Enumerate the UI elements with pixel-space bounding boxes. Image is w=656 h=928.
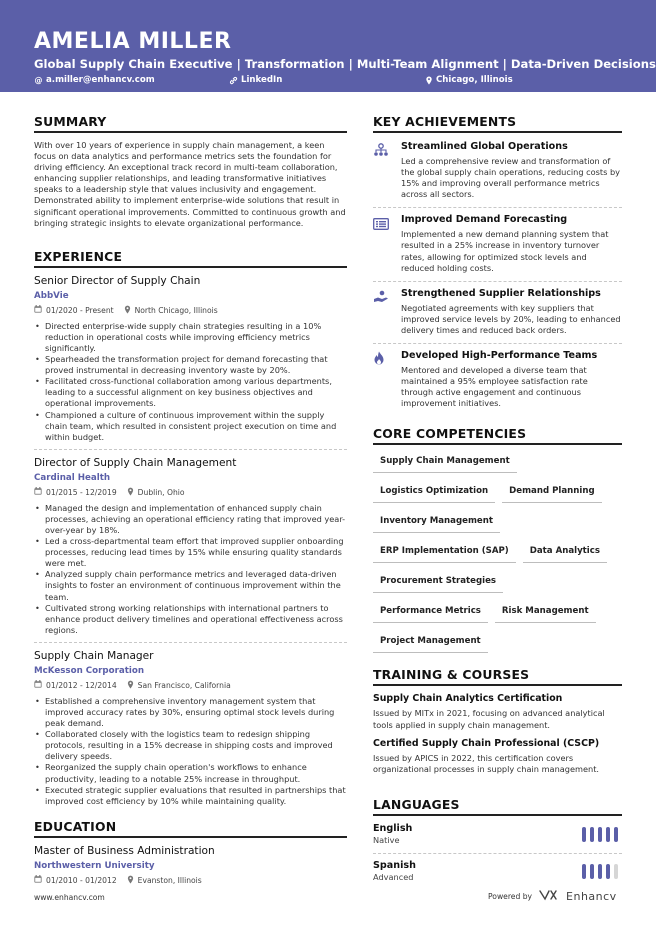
left-column: [34, 114, 347, 887]
competencies-heading: CORE COMPETENCIES: [373, 426, 622, 445]
bullet-item: • Reorganized the supply chain operation's workflows to enhance productivity, leading to a notable 25% increase in throughput.: [34, 762, 347, 784]
achievement-item: [373, 207, 622, 280]
company-name: McKesson Corporation: [34, 665, 145, 676]
location-text: Chicago, Illinois: [436, 75, 513, 85]
skill-tag: Inventory Management: [373, 509, 500, 533]
powered-by-text: Powered by: [488, 891, 533, 901]
flame-icon: [373, 350, 391, 409]
bullet-item: • Facilitated cross-functional collaboration among various departments, leading to a successful alignment on key business objectives and operational improvements.: [34, 376, 347, 409]
network-icon: [373, 141, 391, 200]
language-item: [373, 823, 622, 846]
achievement-text: Negotiated agreements with key suppliers that improved service levels by 20%, leading to enhanced delivery times and reduced back orders.: [401, 302, 621, 335]
location-pin-icon: [127, 875, 134, 887]
calendar-icon: [34, 487, 42, 498]
job-bullets: [34, 696, 347, 807]
education-heading: EDUCATION: [34, 819, 347, 838]
job-bullets: [34, 321, 347, 443]
competencies-section: [373, 426, 622, 659]
skill-list: [373, 449, 622, 659]
linkedin-text: LinkedIn: [241, 75, 283, 85]
languages-heading: LANGUAGES: [373, 797, 622, 816]
education-meta: [34, 875, 347, 887]
bullet-item: • Cultivated strong working relationships with international partners to enhance product delivery timelines and operational effectiveness across regions.: [34, 603, 347, 636]
rating-dot: [606, 864, 610, 879]
skill-tag: Logistics Optimization: [373, 479, 495, 503]
rating-dot: [582, 864, 586, 879]
course-text: Issued by APICS in 2022, this certification covers organizational processes in supply chain management.: [373, 752, 600, 774]
education-dates: 01/2010 - 01/2012: [46, 875, 117, 885]
achievement-title: Improved Demand Forecasting: [401, 214, 568, 226]
rating-dot: [590, 864, 594, 879]
course-title: Certified Supply Chain Professional (CSCP): [373, 737, 600, 749]
email-text: a.miller@enhancv.com: [46, 75, 155, 85]
job-dates: 01/2015 - 12/2019: [46, 487, 117, 497]
rating-dot: [598, 864, 602, 879]
language-item: [373, 853, 622, 883]
contact-location: [424, 75, 513, 86]
achievement-title: Developed High-Performance Teams: [401, 350, 598, 362]
training-section: [373, 667, 622, 774]
contact-linkedin[interactable]: [229, 75, 424, 86]
location-pin-icon: [127, 487, 134, 499]
job-title: Supply Chain Manager: [34, 649, 154, 662]
job-bullets: [34, 503, 347, 636]
job-dates: 01/2020 - Present: [46, 305, 114, 315]
education-section: [34, 819, 347, 887]
language-level: Native: [373, 834, 400, 845]
job-title: Director of Supply Chain Management: [34, 456, 237, 469]
course-list: [373, 693, 622, 774]
achievement-title: Streamlined Global Operations: [401, 141, 568, 152]
summary-text: With over 10 years of experience in supply chain management, a keen focus on data analytics and performance metrics sets the foundation for driving efficiency. An exceptional track record in multi-team collaboration, enhancing supplier relationships, and leading transformative initiatives speaks to a leadership style that values inclusivity and engagement. Demonstrated ability to implement enterprise-wide solutions that result in significant operational improvements. Committed to continuous growth and bringing strategic insights to elevate organizational performance.: [34, 140, 346, 228]
bullet-item: • Championed a culture of continuous improvement within the supply chain team, which resulted in consistent project execution on time and within budget.: [34, 410, 347, 443]
rating-dot: [582, 827, 586, 842]
handshake-icon: [373, 288, 391, 336]
achievement-item: [373, 343, 622, 416]
course-item: [373, 693, 622, 730]
candidate-headline: Global Supply Chain Executive | Transformation | Multi-Team Alignment | Data-Driven Decisions: [34, 57, 656, 71]
calendar-icon: [34, 680, 42, 691]
bullet-item: • Managed the design and implementation of enhanced supply chain processes, achieving an operational efficiency rating that improved year-over-year by 18%.: [34, 503, 347, 536]
calendar-icon: [34, 305, 42, 316]
job-entry: [34, 274, 347, 449]
training-heading: TRAINING & COURSES: [373, 667, 622, 686]
contact-email[interactable]: [34, 75, 229, 86]
job-entry: [34, 449, 347, 642]
rating-dot: [614, 827, 618, 842]
job-title: Senior Director of Supply Chain: [34, 274, 201, 287]
skill-tag: Supply Chain Management: [373, 449, 517, 473]
right-column: [373, 114, 622, 883]
footer-website[interactable]: www.enhancv.com: [34, 893, 105, 902]
achievement-list: [373, 135, 622, 416]
rating-dot: [598, 827, 602, 842]
company-name: AbbVie: [34, 290, 69, 301]
course-title: Supply Chain Analytics Certification: [373, 693, 563, 705]
achievements-section: [373, 114, 622, 416]
bullet-item: • Executed strategic supplier evaluations that resulted in partnerships that improved cost efficiency by 10% while maintaining quality.: [34, 785, 347, 807]
bullet-item: • Directed enterprise-wide supply chain strategies resulting in a 10% reduction in operational costs while improving efficiency metrics significantly.: [34, 321, 347, 354]
job-list: [34, 274, 347, 813]
company-name: Cardinal Health: [34, 472, 111, 483]
language-rating: [582, 864, 622, 879]
rating-dot: [606, 827, 610, 842]
school-name: Northwestern University: [34, 860, 155, 871]
location-pin-icon: [424, 76, 433, 85]
language-level: Advanced: [373, 871, 414, 882]
bullet-item: • Analyzed supply chain performance metrics and leveraged data-driven insights to foster an environment of continuous improvement within the team.: [34, 569, 347, 602]
job-meta: [34, 487, 347, 499]
calendar-icon: [34, 875, 42, 886]
achievement-item: [373, 281, 622, 343]
skill-tag: Data Analytics: [523, 539, 607, 563]
brand-name: Enhancv: [566, 889, 617, 903]
experience-section: [34, 249, 347, 813]
language-name: Spanish: [373, 859, 416, 871]
at-icon: @: [34, 76, 43, 85]
rating-dot: [590, 827, 594, 842]
contact-bar: [34, 75, 622, 86]
bullet-item: • Collaborated closely with the logistics team to redesign shipping protocols, resulting in a 15% decrease in shipping costs and improved delivery speeds.: [34, 729, 347, 762]
job-location: Dublin, Ohio: [137, 487, 185, 497]
job-dates: 01/2012 - 12/2014: [46, 680, 117, 690]
enhancv-logo-icon: [538, 889, 560, 903]
skill-tag: Risk Management: [495, 599, 596, 623]
candidate-name: AMELIA MILLER: [34, 29, 232, 54]
job-meta: [34, 305, 347, 317]
language-name: English: [373, 822, 413, 834]
list-icon: [373, 214, 391, 273]
achievement-item: [373, 135, 622, 207]
achievement-text: Implemented a new demand planning system that resulted in a 25% increase in inventory turnover rates, allowing for optimized stock levels and reduced holding costs.: [401, 229, 609, 273]
skill-tag: Demand Planning: [502, 479, 601, 503]
skill-tag: ERP Implementation (SAP): [373, 539, 516, 563]
language-rating: [582, 827, 622, 842]
rating-dot: [614, 864, 618, 879]
languages-section: [373, 797, 622, 883]
job-location: North Chicago, Illinois: [134, 305, 218, 315]
footer-brand[interactable]: [488, 889, 617, 903]
experience-heading: EXPERIENCE: [34, 249, 347, 268]
job-meta: [34, 680, 347, 692]
achievement-title: Strengthened Supplier Relationships: [401, 287, 601, 299]
bullet-item: • Led a cross-departmental team effort that improved supplier onboarding processes, reducing lead times by 15% while ensuring quality standards were met.: [34, 536, 347, 569]
link-icon: [229, 76, 238, 85]
summary-section: [34, 114, 347, 229]
bullet-item: • Spearheaded the transformation project for demand forecasting that proved instrumental in decreasing inventory waste by 20%.: [34, 354, 347, 376]
location-pin-icon: [124, 305, 131, 317]
skill-tag: Performance Metrics: [373, 599, 488, 623]
location-pin-icon: [127, 680, 134, 692]
achievement-text: Led a comprehensive review and transformation of the global supply chain operations, reducing costs by 15% and improving overall performance metrics across all sectors.: [401, 156, 621, 200]
course-text: Issued by MITx in 2021, focusing on advanced analytical tools applied in supply chain management.: [373, 708, 605, 730]
language-list: [373, 823, 622, 883]
course-item: [373, 738, 622, 775]
bullet-item: • Established a comprehensive inventory management system that improved accuracy rates by 30%, ensuring optimal stock levels during peak demand.: [34, 696, 347, 729]
job-location: San Francisco, California: [137, 680, 231, 690]
degree-title: Master of Business Administration: [34, 844, 215, 857]
summary-heading: SUMMARY: [34, 114, 347, 133]
skill-tag: Project Management: [373, 629, 488, 653]
education-location: Evanston, Illinois: [137, 875, 202, 885]
achievement-text: Mentored and developed a diverse team that maintained a 95% employee satisfaction rate through active engagement and continuous improvement initiatives.: [401, 365, 588, 409]
resume-header: [0, 0, 656, 92]
skill-tag: Procurement Strategies: [373, 569, 503, 593]
achievements-heading: KEY ACHIEVEMENTS: [373, 114, 622, 133]
job-entry: [34, 642, 347, 813]
